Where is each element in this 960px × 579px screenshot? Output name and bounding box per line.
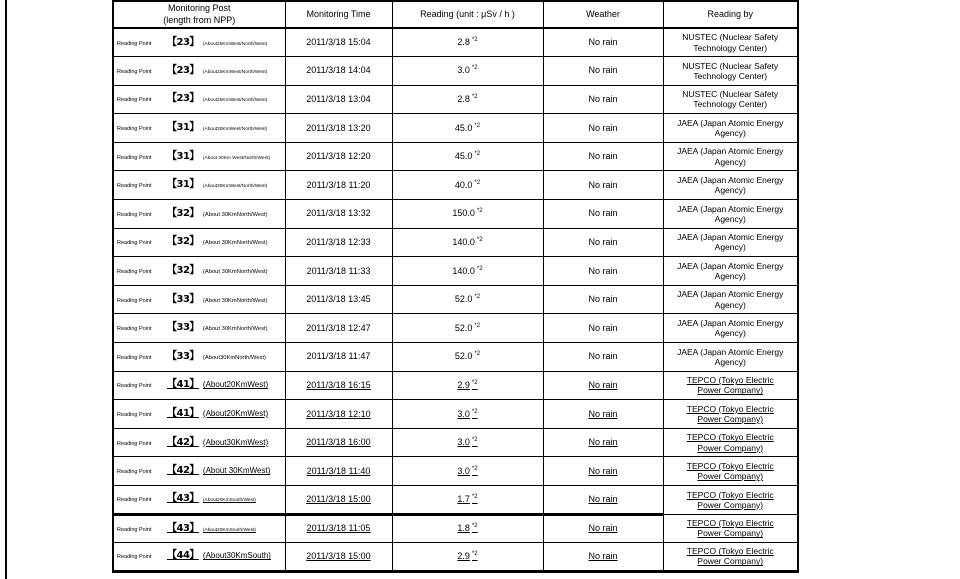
reading-footnote-mark: *2 <box>476 237 483 244</box>
reading-value: 45.0 <box>454 151 473 162</box>
reading-point-location: (About30KmSouth) <box>202 551 271 561</box>
weather-cell: No rain <box>543 514 663 543</box>
weather-cell: No rain <box>543 257 663 286</box>
reading-point-location: (About25KmWest/North/West) <box>202 98 268 104</box>
reading-cell <box>392 543 543 572</box>
reading-cell <box>392 57 543 86</box>
reading-footnote-mark: *2 <box>474 151 481 158</box>
reading-value: 52.0 <box>454 294 473 305</box>
reading-point-number: 【41】 <box>167 379 199 391</box>
table-row <box>113 314 798 343</box>
monitoring-time-cell: 2011/3/18 16:15 <box>285 371 392 400</box>
reading-point-label: Reading Point <box>117 440 152 447</box>
header-row <box>113 1 798 28</box>
reading-by-line: TEPCO (Tokyo Electric <box>686 432 774 443</box>
reading-by-line: JAEA (Japan Atomic Energy <box>677 175 784 186</box>
weather-cell: No rain <box>543 428 663 457</box>
reading-point-label: Reading Point <box>117 126 152 133</box>
reading-point-number: 【33】 <box>167 350 199 362</box>
monitoring-time-cell: 2011/3/18 11:40 <box>285 457 392 486</box>
reading-footnote-mark: *2 <box>474 351 481 358</box>
monitoring-time-cell: 2011/3/18 15:00 <box>285 543 392 572</box>
reading-by-cell <box>663 142 798 171</box>
reading-cell <box>392 228 543 257</box>
reading-footnote-mark: *2 <box>471 65 478 72</box>
reading-point-location: (About30KmWest/North/West) <box>202 184 268 190</box>
weather-cell: No rain <box>543 285 663 314</box>
reading-cell <box>392 428 543 457</box>
table-row <box>113 200 798 229</box>
reading-value: 2.9 <box>457 551 470 562</box>
reading-by-line: TEPCO (Tokyo Electric <box>686 403 774 414</box>
reading-value: 1.8 <box>457 523 470 534</box>
reading-by-line: JAEA (Japan Atomic Energy <box>677 117 784 128</box>
weather-cell: No rain <box>543 228 663 257</box>
reading-footnote-mark: *2 <box>476 265 483 272</box>
weather-cell: No rain <box>543 314 663 343</box>
reading-footnote-mark: *2 <box>474 122 481 129</box>
monitoring-time-cell: 2011/3/18 13:45 <box>285 285 392 314</box>
reading-point-location: (About 30KmNorth/West) <box>202 297 268 304</box>
monitoring-post-cell <box>113 28 285 57</box>
table-row <box>113 85 798 114</box>
monitoring-time-cell: 2011/3/18 13:32 <box>285 200 392 229</box>
col-header-reading: Reading (unit : μSv / h ) <box>392 1 543 28</box>
page-edge-line <box>5 0 7 579</box>
col-header-reading-by: Reading by <box>663 1 798 28</box>
reading-point-number: 【32】 <box>167 265 199 277</box>
reading-point-label: Reading Point <box>117 211 152 218</box>
monitoring-post-cell <box>113 343 285 372</box>
col-header-monitoring-post <box>113 1 285 28</box>
reading-by-line: JAEA (Japan Atomic Energy <box>677 346 784 357</box>
reading-by-line: Technology Center) <box>693 99 768 110</box>
reading-point-label: Reading Point <box>117 354 152 361</box>
reading-footnote-mark: *2 <box>471 437 478 444</box>
reading-by-line: Agency) <box>714 213 746 224</box>
weather-cell: No rain <box>543 28 663 57</box>
monitoring-post-cell <box>113 428 285 457</box>
table-header <box>113 1 798 28</box>
reading-point-label: Reading Point <box>117 297 152 304</box>
monitoring-time-cell: 2011/3/18 13:04 <box>285 85 392 114</box>
reading-value: 140.0 <box>452 265 475 276</box>
reading-by-cell <box>663 57 798 86</box>
monitoring-time-cell: 2011/3/18 14:04 <box>285 57 392 86</box>
reading-point-number: 【43】 <box>167 522 199 534</box>
reading-by-cell <box>663 200 798 229</box>
reading-point-number: 【42】 <box>167 436 199 448</box>
monitoring-post-cell <box>113 114 285 143</box>
monitoring-post-cell <box>113 257 285 286</box>
reading-point-location: (About 30KmNorth/West) <box>202 211 268 218</box>
reading-point-label: Reading Point <box>117 383 152 390</box>
weather-cell: No rain <box>543 457 663 486</box>
reading-point-number: 【33】 <box>167 293 199 305</box>
reading-cell <box>392 142 543 171</box>
reading-cell <box>392 400 543 429</box>
reading-point-label: Reading Point <box>117 497 152 504</box>
monitoring-post-cell <box>113 457 285 486</box>
reading-by-cell <box>663 428 798 457</box>
reading-value: 3.0 <box>457 465 470 476</box>
reading-value: 52.0 <box>454 322 473 333</box>
reading-point-location: (About 30KmNorth/West) <box>202 240 268 247</box>
monitoring-post-cell <box>113 400 285 429</box>
reading-by-cell <box>663 85 798 114</box>
monitoring-time-cell: 2011/3/18 13:20 <box>285 114 392 143</box>
reading-value: 2.8 <box>457 94 470 105</box>
reading-by-line: Agency) <box>714 156 746 167</box>
reading-by-line: TEPCO (Tokyo Electric <box>686 546 774 557</box>
reading-point-number: 【44】 <box>167 550 199 562</box>
reading-point-location: (About 30KmNorth/West) <box>202 326 268 333</box>
reading-footnote-mark: *2 <box>471 523 478 530</box>
reading-by-cell <box>663 343 798 372</box>
monitoring-time-cell: 2011/3/18 16:00 <box>285 428 392 457</box>
reading-footnote-mark: *2 <box>474 294 481 301</box>
reading-point-number: 【23】 <box>167 93 199 105</box>
reading-cell <box>392 171 543 200</box>
table-row <box>113 28 798 57</box>
reading-point-number: 【31】 <box>167 122 199 134</box>
reading-footnote-mark: *2 <box>474 322 481 329</box>
reading-point-location: (About20KmSouth/West) <box>202 527 256 533</box>
table-row <box>113 400 798 429</box>
reading-point-number: 【31】 <box>167 150 199 162</box>
reading-by-cell <box>663 314 798 343</box>
reading-point-location: (About20KmSouth/West) <box>202 498 256 504</box>
reading-cell <box>392 457 543 486</box>
reading-by-line: Technology Center) <box>693 42 768 53</box>
monitoring-post-cell <box>113 514 285 543</box>
reading-point-label: Reading Point <box>117 40 152 47</box>
reading-cell <box>392 257 543 286</box>
reading-footnote-mark: *2 <box>471 408 478 415</box>
table-row <box>113 257 798 286</box>
monitoring-time-cell: 2011/3/18 11:33 <box>285 257 392 286</box>
table-row <box>113 486 798 515</box>
reading-cell <box>392 343 543 372</box>
reading-point-number: 【31】 <box>167 179 199 191</box>
reading-by-cell <box>663 486 798 515</box>
reading-by-line: Power Company) <box>697 556 764 567</box>
reading-value: 52.0 <box>454 351 473 362</box>
monitoring-time-cell: 2011/3/18 11:47 <box>285 343 392 372</box>
reading-value: 2.8 <box>457 37 470 48</box>
reading-value: 140.0 <box>452 237 475 248</box>
reading-by-line: NUSTEC (Nuclear Safety <box>682 60 779 71</box>
monitoring-post-cell <box>113 486 285 515</box>
reading-by-cell <box>663 171 798 200</box>
monitoring-time-cell: 2011/3/18 12:20 <box>285 142 392 171</box>
reading-cell <box>392 28 543 57</box>
reading-by-line: JAEA (Japan Atomic Energy <box>677 318 784 329</box>
monitoring-post-cell <box>113 371 285 400</box>
reading-cell <box>392 371 543 400</box>
monitoring-post-cell <box>113 85 285 114</box>
reading-value: 3.0 <box>457 65 470 76</box>
reading-by-cell <box>663 28 798 57</box>
reading-point-label: Reading Point <box>117 154 152 161</box>
reading-point-label: Reading Point <box>117 326 152 333</box>
weather-cell: No rain <box>543 85 663 114</box>
weather-cell: No rain <box>543 57 663 86</box>
monitoring-post-cell <box>113 543 285 572</box>
weather-cell: No rain <box>543 200 663 229</box>
reading-point-label: Reading Point <box>117 240 152 247</box>
reading-footnote-mark: *2 <box>471 94 478 101</box>
monitoring-time-cell: 2011/3/18 11:05 <box>285 514 392 543</box>
reading-point-number: 【33】 <box>167 322 199 334</box>
reading-by-line: Agency) <box>714 299 746 310</box>
reading-by-line: Agency) <box>714 185 746 196</box>
reading-point-label: Reading Point <box>117 469 152 476</box>
reading-cell <box>392 200 543 229</box>
reading-by-cell <box>663 371 798 400</box>
reading-point-label: Reading Point <box>117 554 152 561</box>
reading-value: 3.0 <box>457 408 470 419</box>
reading-cell <box>392 514 543 543</box>
reading-point-number: 【42】 <box>167 465 199 477</box>
reading-point-number: 【32】 <box>167 207 199 219</box>
reading-by-cell <box>663 114 798 143</box>
reading-by-cell <box>663 257 798 286</box>
table-row <box>113 228 798 257</box>
monitoring-time-cell: 2011/3/18 12:33 <box>285 228 392 257</box>
monitoring-time-cell: 2011/3/18 12:10 <box>285 400 392 429</box>
reading-by-cell <box>663 457 798 486</box>
reading-point-label: Reading Point <box>117 526 152 533</box>
reading-footnote-mark: *2 <box>471 465 478 472</box>
reading-point-label: Reading Point <box>117 412 152 419</box>
reading-point-location: (About20KmWest) <box>202 409 269 419</box>
monitoring-post-cell <box>113 171 285 200</box>
reading-point-number: 【23】 <box>167 36 199 48</box>
reading-by-line: Agency) <box>714 128 746 139</box>
monitoring-post-cell <box>113 228 285 257</box>
reading-by-line: Power Company) <box>697 414 764 425</box>
reading-footnote-mark: *2 <box>471 37 478 44</box>
reading-point-number: 【41】 <box>167 408 199 420</box>
reading-by-line: Agency) <box>714 356 746 367</box>
reading-by-cell <box>663 543 798 572</box>
reading-by-line: TEPCO (Tokyo Electric <box>686 518 774 529</box>
reading-cell <box>392 114 543 143</box>
reading-by-line: JAEA (Japan Atomic Energy <box>677 260 784 271</box>
reading-footnote-mark: *2 <box>471 493 478 500</box>
reading-footnote-mark: *2 <box>471 551 478 558</box>
table-row <box>113 514 798 543</box>
reading-point-label: Reading Point <box>117 68 152 75</box>
weather-cell: No rain <box>543 142 663 171</box>
reading-value: 2.9 <box>457 380 470 391</box>
reading-by-line: Power Company) <box>697 385 764 396</box>
reading-value: 3.0 <box>457 437 470 448</box>
reading-point-location: (About30KmNorth/West) <box>202 354 266 361</box>
monitoring-post-cell <box>113 57 285 86</box>
reading-point-location: (About 30KmWest) <box>202 466 271 476</box>
col-header-monitoring-post-line2: (length from NPP) <box>163 14 236 25</box>
table-row <box>113 428 798 457</box>
table-row <box>113 57 798 86</box>
monitoring-time-cell: 2011/3/18 15:04 <box>285 28 392 57</box>
reading-by-line: TEPCO (Tokyo Electric <box>686 461 774 472</box>
reading-by-line: Agency) <box>714 242 746 253</box>
weather-cell: No rain <box>543 371 663 400</box>
table-row <box>113 371 798 400</box>
reading-by-cell <box>663 285 798 314</box>
reading-by-line: NUSTEC (Nuclear Safety <box>682 89 779 100</box>
monitoring-time-cell: 2011/3/18 12:47 <box>285 314 392 343</box>
reading-point-location: (About20KmWest) <box>202 380 269 390</box>
reading-point-location: (About25KmWest/North/West) <box>202 69 268 75</box>
monitoring-post-cell <box>113 200 285 229</box>
reading-point-number: 【32】 <box>167 236 199 248</box>
weather-cell: No rain <box>543 486 663 515</box>
reading-by-line: Technology Center) <box>693 70 768 81</box>
reading-cell <box>392 314 543 343</box>
reading-by-cell <box>663 228 798 257</box>
reading-point-label: Reading Point <box>117 183 152 190</box>
reading-by-line: JAEA (Japan Atomic Energy <box>677 203 784 214</box>
reading-footnote-mark: *2 <box>474 179 481 186</box>
reading-cell <box>392 85 543 114</box>
reading-by-line: NUSTEC (Nuclear Safety <box>682 32 779 43</box>
reading-cell <box>392 285 543 314</box>
monitoring-time-cell: 2011/3/18 15:00 <box>285 486 392 515</box>
reading-point-location: (About25KmWest/North/West) <box>202 41 268 47</box>
reading-by-line: JAEA (Japan Atomic Energy <box>677 232 784 243</box>
reading-by-line: TEPCO (Tokyo Electric <box>686 375 774 386</box>
weather-cell: No rain <box>543 400 663 429</box>
reading-by-line: Power Company) <box>697 442 764 453</box>
monitoring-post-cell <box>113 285 285 314</box>
col-header-weather: Weather <box>543 1 663 28</box>
table-row <box>113 543 798 572</box>
reading-point-location: (About30KmWest) <box>202 437 269 447</box>
reading-by-line: JAEA (Japan Atomic Energy <box>677 146 784 157</box>
reading-by-cell <box>663 514 798 543</box>
reading-by-line: Agency) <box>714 328 746 339</box>
weather-cell: No rain <box>543 114 663 143</box>
table-row <box>113 285 798 314</box>
col-header-monitoring-post-line1: Monitoring Post <box>167 3 231 14</box>
table-row <box>113 171 798 200</box>
reading-point-number: 【23】 <box>167 64 199 76</box>
reading-point-location: (About 30KmNorth/West) <box>202 269 268 276</box>
reading-by-line: Power Company) <box>697 528 764 539</box>
reading-by-line: JAEA (Japan Atomic Energy <box>677 289 784 300</box>
reading-point-label: Reading Point <box>117 97 152 104</box>
reading-by-line: TEPCO (Tokyo Electric <box>686 489 774 500</box>
monitoring-time-cell: 2011/3/18 11:20 <box>285 171 392 200</box>
reading-by-line: Power Company) <box>697 471 764 482</box>
reading-footnote-mark: *2 <box>471 380 478 387</box>
reading-value: 1.7 <box>457 493 470 504</box>
reading-footnote-mark: *2 <box>476 208 483 215</box>
monitoring-post-cell <box>113 142 285 171</box>
reading-point-number: 【43】 <box>167 493 199 505</box>
reading-value: 40.0 <box>454 179 473 190</box>
col-header-monitoring-time: Monitoring Time <box>285 1 392 28</box>
table-row <box>113 114 798 143</box>
reading-cell <box>392 486 543 515</box>
reading-by-line: Power Company) <box>697 499 764 510</box>
reading-by-cell <box>663 400 798 429</box>
reading-value: 150.0 <box>452 208 475 219</box>
weather-cell: No rain <box>543 543 663 572</box>
reading-point-location: (About30KmWest/North/West) <box>202 127 268 133</box>
weather-cell: No rain <box>543 171 663 200</box>
monitoring-post-cell <box>113 314 285 343</box>
table-body <box>113 28 798 571</box>
reading-point-label: Reading Point <box>117 269 152 276</box>
reading-point-location: (About 30Km West/North/West) <box>202 155 270 161</box>
table-row <box>113 457 798 486</box>
monitoring-table <box>112 0 799 573</box>
reading-value: 45.0 <box>454 122 473 133</box>
reading-by-line: Agency) <box>714 271 746 282</box>
table-row <box>113 142 798 171</box>
weather-cell: No rain <box>543 343 663 372</box>
table-row <box>113 343 798 372</box>
